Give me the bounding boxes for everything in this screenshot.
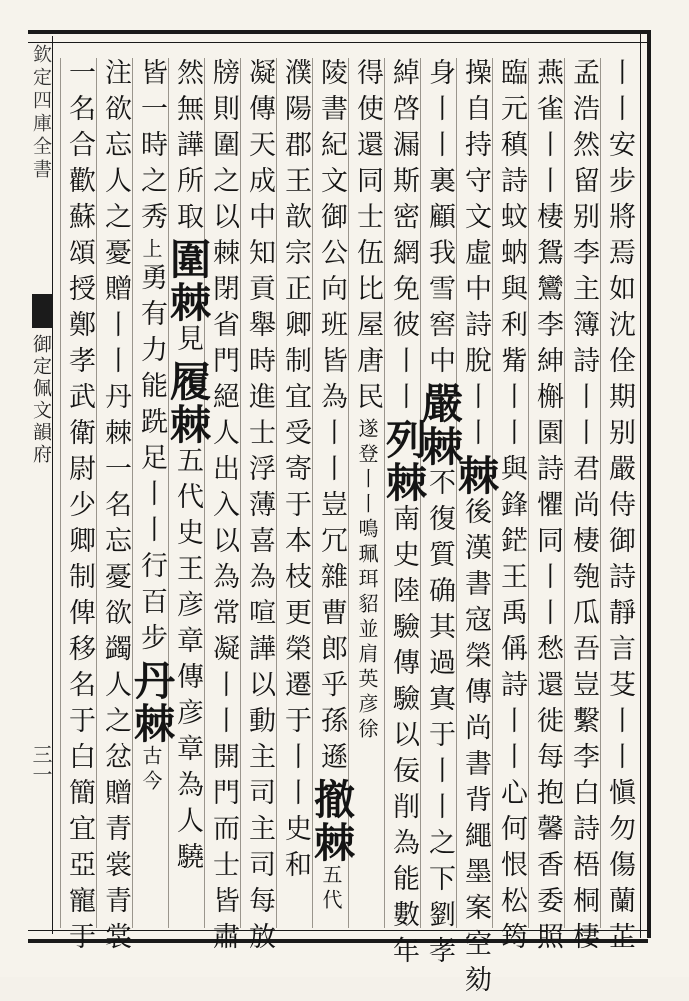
column-text: 南史陸驗傳驗以佞削為能數年 [388,504,419,972]
text-column [379,58,427,972]
text-column [127,58,175,928]
column-text: 五代史王彦章傳彦章為人驍 [172,446,203,878]
page-number: 三一 [29,744,53,784]
entry-headword: 撤棘 [307,778,355,864]
column-text: 不復質确其過寘于丨丨之下劉孝 [424,468,455,972]
book-title: 御定佩文韻府 [30,334,52,466]
text-column [564,58,600,958]
column-text: 牓則圍之以棘閉省門絕人出入以為常凝丨丨開門而士皆肅 [208,58,239,958]
entry-headword: 履棘 [163,360,211,446]
column-text: 丨丨安步將焉如沈佺期别嚴侍御詩靜言芟丨丨愼勿傷蘭芷 [604,58,635,958]
text-column [204,58,240,958]
column-text: 然無譁所取 [172,58,203,238]
annotation-text: 五代 [319,864,343,914]
text-column [96,58,132,958]
entry-headword: 嚴棘 [415,382,463,468]
text-columns [56,40,636,1001]
column-text: 綽啓漏斯密網免彼丨丨 [388,58,419,418]
column-text: 後漢書寇榮傳尚書背繩墨案空劾 [460,497,491,1001]
fishtail-mark-icon [32,294,52,328]
annotation-text: 上 [139,238,163,263]
column-text: 孟浩然留别李主簿詩丨丨君尚棲匏瓜吾豈繫李白詩梧桐棲 [568,58,599,958]
entry-headword: 圍棘 [163,238,211,324]
column-text: 凝傳天成中知貢舉時進士浮薄喜為喧譁以動主司主司每放 [244,58,275,958]
column-text: 勇有力能跣足丨丨行百步 [136,263,167,659]
annotation-text: 古今 [139,745,163,795]
text-column [60,58,96,958]
collection-title: 欽定四庫全書 [30,44,52,182]
column-text: 濮陽郡王歆宗正卿制宜受寄于本枝更榮遷于丨丨史和 [280,58,311,886]
column-text: 注欲忘人之憂贈丨丨丹棘一名忘憂欲蠲人之忿贈青裳青裳 [100,58,131,958]
column-text: 燕雀丨丨棲鴛鸞李紳槲園詩懼同丨丨愁還徙每抱馨香委照 [532,58,563,958]
column-text: 操自持守文虛中詩脫丨丨 [460,58,491,454]
column-text: 身丨丨裏顧我雪窖中 [424,58,455,382]
annotation-text: 遂登丨丨鳴珮珥貂並肩英彦徐 [355,418,379,743]
text-column [528,58,564,958]
column-text: 見 [172,324,203,360]
entry-headword: 列棘 [379,418,427,504]
entry-headword: 棘 [451,454,499,497]
text-column [600,58,636,958]
text-column [240,58,276,958]
text-column [307,58,355,928]
margin-divider-rule [52,36,53,934]
text-column [163,58,211,928]
text-column [451,58,499,1001]
column-text: 臨元稹詩蚊蚋與利觜丨丨與鋒鋩王禹偁詩丨丨心何恨松筠 [496,58,527,958]
right-border-rule [640,30,651,938]
column-text: 得使還同士伍比屋唐民 [352,58,383,418]
column-text: 皆一時之秀 [136,58,167,238]
column-text: 陵書紀文御公向班皆為丨丨豈冗雜曹郎乎孫遜 [316,58,347,778]
entry-headword: 丹棘 [127,659,175,745]
column-text: 一名合歡蘇頌授鄭孝武衛尉少卿制俾移名于白簡宜亞寵于 [64,58,95,958]
text-column [276,58,312,928]
